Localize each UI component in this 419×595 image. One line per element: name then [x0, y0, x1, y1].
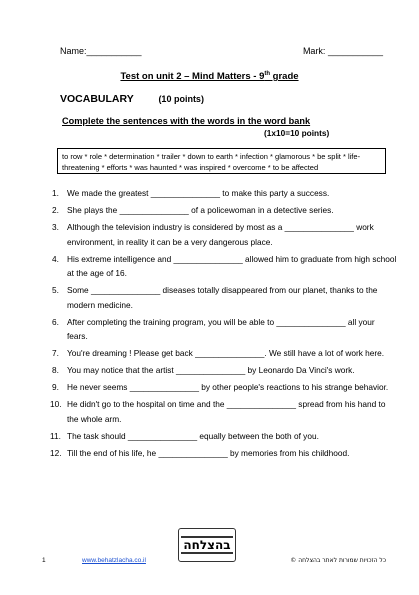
question-number: 4. — [52, 253, 59, 264]
question-number: 8. — [52, 365, 59, 376]
question-text: We made the greatest _______________ to make this party a success. — [67, 188, 330, 198]
question-item — [52, 429, 397, 444]
question-number: 11. — [50, 430, 61, 441]
title-text: Test on unit 2 – Mind Matters - 9 — [120, 71, 265, 83]
question-item — [52, 252, 397, 281]
question-text: After completing the training program, you will be able to _______________ all your fears. — [67, 316, 375, 342]
question-number: 10. — [50, 399, 62, 410]
question-text: She plays the _______________ of a policewoman in a detective series. — [67, 204, 334, 215]
question-text: You may notice that the artist _______________ by Leonardo Da Vinci's work. — [67, 365, 355, 376]
question-item — [52, 363, 397, 378]
question-number: 9. — [52, 382, 59, 393]
question-item — [52, 380, 397, 395]
question-text: Some _______________ diseases totally disappeared from our planet, thanks to the modern medicine. — [67, 285, 378, 310]
mark-field-label: Mark: ___________ — [302, 46, 383, 56]
title-suffix: grade — [270, 71, 299, 83]
page-number: 1 — [42, 557, 46, 564]
question-number: 7. — [52, 348, 59, 359]
name-field-label: Name:___________ — [60, 46, 142, 56]
question-item — [52, 446, 397, 461]
question-number: 1. — [52, 188, 59, 198]
question-text: His extreme intelligence and _______________ allowed him to graduate from high school at the age of 16. — [67, 253, 397, 279]
question-item — [52, 346, 397, 361]
question-list — [52, 186, 397, 463]
instructions-scoring: (1x10=10 points) — [264, 128, 330, 138]
question-text: Till the end of his life, he _______________ by memories from his childhood. — [67, 447, 350, 458]
question-number: 6. — [52, 316, 59, 327]
question-number: 5. — [52, 285, 59, 296]
question-item — [52, 397, 397, 426]
test-title — [0, 71, 419, 82]
instructions-text: Complete the sentences with the words in the word bank — [62, 116, 311, 126]
question-number: 2. — [52, 204, 59, 215]
site-link[interactable]: www.behatzlacha.co.il — [82, 557, 146, 564]
question-text: Although the television industry is considered by most as a _______________ work environment, in reality it can be a very dangerous place. — [67, 221, 374, 247]
question-item — [52, 186, 397, 201]
question-text: The task should _______________ equally between the both of you. — [67, 430, 319, 441]
question-number: 3. — [52, 221, 59, 232]
question-item — [52, 220, 397, 249]
section-title: VOCABULARY — [60, 93, 134, 105]
student-header — [60, 46, 383, 60]
title-superscript: th — [264, 71, 271, 77]
question-text: He didn't go to the hospital on time and the _______________ spread from his hand to the whole arm. — [67, 399, 386, 424]
question-item — [52, 315, 397, 344]
question-number: 12. — [50, 447, 62, 458]
section-heading — [60, 93, 204, 105]
word-bank-box: to row * role * determination * trailer * down to earth * infection * glamorous * be split * life-threatening * efforts * was haunted * was inspired * overcome * to be affected — [57, 148, 386, 174]
section-points: (10 points) — [158, 94, 204, 104]
question-text: You're dreaming ! Please get back _______________. We still have a lot of work here. — [67, 348, 385, 359]
question-item — [52, 203, 397, 218]
copyright-notice: כל הזכויות שמורות לאתר בהצלחה © — [290, 557, 386, 564]
question-text: He never seems _______________ by other people's reactions to his strange behavior. — [67, 382, 389, 393]
page-footer — [38, 557, 386, 567]
question-item — [52, 283, 397, 312]
logo-text: בהצלחה — [183, 538, 231, 552]
